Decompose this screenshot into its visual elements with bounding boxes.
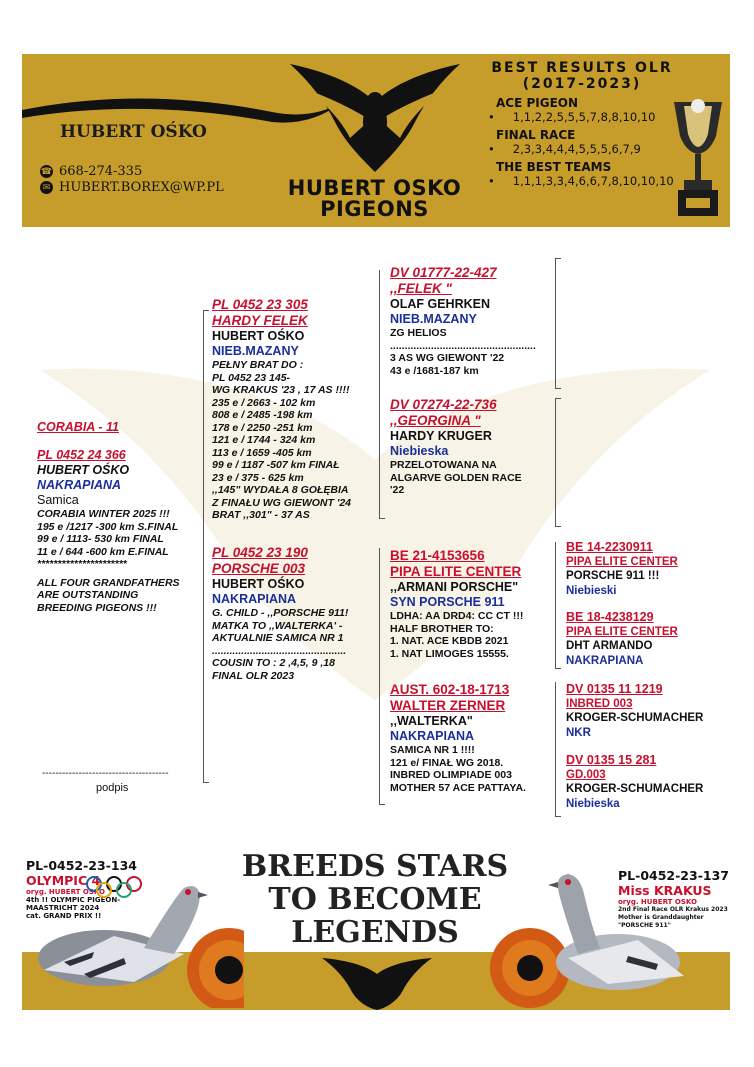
right-sub2: 2nd Final Race OLR Krakus 2023 (618, 906, 728, 913)
subject-note: 99 e / 1113- 530 km FINAL (37, 533, 164, 545)
results-cat-teams: THE BEST TEAMS (496, 160, 612, 174)
bracket-tick (555, 258, 561, 259)
dam-note: .............................................. (212, 644, 347, 657)
results-val-ace: 1,1,2,2,5,5,5,7,8,8,10,10 (512, 110, 656, 124)
right-ring: PL-0452-23-137 (618, 868, 729, 883)
ds-name: PIPA ELITE CENTER (390, 564, 522, 579)
dam-breeder: HUBERT OŚKO (212, 577, 305, 591)
sd-note: '22 (390, 484, 405, 496)
footer-wings-icon (322, 956, 432, 1010)
bracket-line-6 (555, 542, 556, 668)
gg1-ring: BE 14-2230911 (566, 540, 653, 554)
sire-pigeon (212, 297, 377, 522)
dd-note: SAMICA NR 1 !!!! (390, 744, 475, 756)
sire-sire-pigeon (390, 265, 552, 377)
dd-note: MOTHER 57 ACE PATTAYA. (390, 781, 526, 794)
subject-color: NAKRAPIANA (37, 478, 122, 492)
bracket-tick (379, 518, 385, 519)
results-val-teams: 1,1,1,3,3,4,6,6,7,8,10,10,10 (512, 174, 674, 188)
ss-note: .................................................. (390, 339, 536, 352)
ds-breeder: ,,ARMANI PORSCHE" (390, 580, 519, 594)
ss-breeder: OLAF GEHRKEN (390, 297, 490, 311)
right-sub1: oryg. HUBERT OSKO (618, 898, 697, 906)
subject-ring: PL 0452 24 366 (37, 448, 126, 462)
bracket-tick (555, 398, 561, 399)
sd-name: ,,GEORGINA " (390, 413, 481, 428)
gg4-line2: KROGER-SCHUMACHER (566, 783, 704, 795)
gg-pigeon-1 (566, 540, 736, 599)
gg4-ring: DV 0135 15 281 (566, 753, 657, 767)
sd-color: Niebieska (390, 444, 449, 458)
right-name: Miss KRAKUS (618, 883, 712, 898)
subject-note: BREEDING PIGEONS !!! (37, 601, 157, 614)
gg4-line3: Niebieska (566, 798, 620, 810)
ss-name: ,,FELEK " (390, 281, 452, 296)
results-val-final: 2,3,3,4,4,4,5,5,5,6,7,9 (512, 142, 641, 156)
dd-ring: AUST. 602-18-1713 (390, 682, 510, 697)
sire-name: HARDY FELEK (212, 313, 308, 328)
subject-note: ********************** (37, 558, 127, 570)
gg2-line3: NAKRAPIANA (566, 655, 644, 667)
subject-note: 195 e /1217 -300 km S.FINAL (37, 520, 179, 533)
gg3-line1: INBRED 003 (566, 698, 633, 710)
dd-color: NAKRAPIANA (390, 729, 475, 743)
bracket-line-5 (555, 398, 556, 526)
dam-dam-pigeon (390, 682, 552, 794)
ds-note: HALF BROTHER TO: (390, 622, 494, 635)
dd-name: WALTER ZERNER (390, 698, 506, 713)
gg1-line3: Niebieski (566, 585, 617, 597)
results-row-teams: • 1,1,1,3,3,4,6,6,7,8,10,10,10 (488, 174, 674, 188)
sire-note: Z FINAŁU WG GIEWONT '24 (212, 496, 351, 509)
results-cat-ace: ACE PIGEON (496, 96, 579, 110)
left-ring: PL-0452-23-134 (26, 858, 137, 873)
gg1-line2: PORSCHE 911 !!! (566, 570, 660, 582)
breeder-name: HUBERT OŚKO (60, 122, 207, 142)
subject-note: ARE OUTSTANDING (37, 589, 139, 601)
sd-note: PRZELOTOWANA NA (390, 459, 497, 471)
subject-breeder: HUBERT OŚKO (37, 463, 130, 477)
wings-logo-icon (290, 62, 460, 180)
ds-color: SYN PORSCHE 911 (390, 595, 505, 609)
ds-ring: BE 21-4153656 (390, 548, 485, 563)
bracket-tick (203, 782, 209, 783)
logo-line1: HUBERT OSKO (287, 176, 462, 200)
sire-note: 808 e / 2485 -198 km (212, 409, 313, 421)
sire-note: 99 e / 1187 -507 km FINAŁ (212, 459, 340, 471)
right-pigeon-image (488, 858, 698, 1008)
dam-ring: PL 0452 23 190 (212, 545, 308, 560)
ss-note: 3 AS WG GIEWONT '22 (390, 352, 505, 364)
slogan-line2: TO BECOME (268, 882, 482, 917)
trophy-icon (670, 96, 726, 224)
gg3-line2: KROGER-SCHUMACHER (566, 712, 704, 724)
sire-note: 23 e / 375 - 625 km (212, 471, 304, 484)
bracket-tick (555, 816, 561, 817)
ss-note: ZG HELIOS (390, 327, 447, 339)
bracket-tick (203, 310, 209, 311)
gg1-line1: PIPA ELITE CENTER (566, 556, 678, 568)
sire-note: 113 e / 1659 -405 km (212, 446, 312, 459)
bracket-line-4 (555, 258, 556, 388)
dam-pigeon (212, 545, 377, 682)
dam-note: AKTUALNIE SAMICA NR 1 (212, 632, 344, 644)
gg3-line3: NKR (566, 727, 591, 739)
logo-text (272, 178, 477, 220)
gg3-ring: DV 0135 11 1219 (566, 682, 663, 696)
gg-pigeon-2 (566, 610, 736, 669)
phone-icon: ☎ (40, 166, 53, 177)
best-results (482, 60, 682, 188)
right-sub3: Mother is Granddaughter "PORSCHE 911" (618, 914, 704, 929)
bracket-line-3 (379, 548, 380, 804)
dam-name: PORSCHE 003 (212, 561, 306, 576)
sire-note: PL 0452 23 145- (212, 371, 291, 384)
sire-note: ,,145" WYDAŁA 8 GOŁĘBIA (212, 484, 349, 496)
subject-pigeon (37, 420, 205, 614)
dd-note: 121 e/ FINAŁ WG 2018. (390, 756, 504, 769)
slogan-line3: LEGENDS (291, 915, 459, 950)
subject-note: CORABIA WINTER 2025 !!! (37, 508, 170, 520)
ds-note: 1. NAT. ACE KBDB 2021 (390, 635, 509, 647)
sd-breeder: HARDY KRUGER (390, 429, 492, 443)
subject-sex: Samica (37, 493, 79, 507)
ss-ring: DV 01777-22-427 (390, 265, 497, 280)
subject-note: 11 e / 644 -600 km E.FINAL (37, 545, 169, 558)
bracket-tick (555, 668, 561, 669)
sire-note: WG KRAKUS '23 , 17 AS !!!! (212, 384, 350, 396)
slogan (225, 850, 525, 949)
results-row-ace: • 1,1,2,2,5,5,5,7,8,8,10,10 (488, 110, 656, 124)
dam-color: NAKRAPIANA (212, 592, 297, 606)
signature-label: podpis (96, 782, 129, 794)
sire-note: PEŁNY BRAT DO : (212, 359, 304, 371)
signature-line: -------------------------------------- (42, 768, 169, 779)
dam-sire-pigeon (390, 548, 552, 660)
bracket-line-7 (555, 682, 556, 816)
dd-note: INBRED OLIMPIADE 003 (390, 769, 512, 781)
left-sub1: oryg. HUBERT OSKO (26, 888, 105, 896)
sire-breeder: HUBERT OŚKO (212, 329, 305, 343)
sire-dam-pigeon (390, 397, 552, 497)
left-sub2: 4th !! OLYMPIC PIGEON-MAASTRICHT 2024 (26, 896, 121, 912)
sire-note: 121 e / 1744 - 324 km (212, 434, 316, 446)
gg2-line1: PIPA ELITE CENTER (566, 626, 678, 638)
sire-note: BRAT ,,301" - 37 AS (212, 509, 310, 521)
mail-icon: ✉ (40, 181, 53, 194)
gg-pigeon-4 (566, 753, 736, 812)
left-name: OLYMPIC 4 (26, 873, 101, 888)
sd-ring: DV 07274-22-736 (390, 397, 497, 412)
sd-note: ALGARVE GOLDEN RACE (390, 471, 522, 484)
gg2-ring: BE 18-4238129 (566, 610, 654, 624)
ds-note: 1. NAT LIMOGES 15555. (390, 647, 509, 660)
phone-row (40, 164, 142, 179)
results-years: (2017-2023) (522, 76, 642, 92)
phone-number: 668-274-335 (59, 164, 143, 179)
gg4-line1: GD.003 (566, 769, 606, 781)
logo-line2: PIGEONS (320, 197, 429, 221)
dam-note: COUSIN TO : 2 ,4,5, 9 ,18 (212, 657, 335, 669)
dam-note: G. CHILD - ,,PORSCHE 911! (212, 607, 349, 619)
left-sub3: cat. GRAND PRIX !! (26, 912, 102, 920)
sire-note: 178 e / 2250 -251 km (212, 421, 313, 434)
gg2-line2: DHT ARMANDO (566, 640, 653, 652)
dam-note: FINAL OLR 2023 (212, 669, 295, 682)
ss-note: 43 e /1681-187 km (390, 364, 479, 377)
subject-title: CORABIA - 11 (37, 420, 119, 434)
sire-note: 235 e / 2663 - 102 km (212, 396, 316, 409)
bracket-tick (555, 526, 561, 527)
ss-color: NIEB.MAZANY (390, 312, 477, 326)
dd-breeder: ,,WALTERKA" (390, 714, 473, 728)
gg-pigeon-3 (566, 682, 736, 741)
bracket-tick (555, 388, 561, 389)
bracket-tick (379, 804, 385, 805)
email-address: HUBERT.BOREX@WP.PL (59, 180, 224, 195)
sire-ring: PL 0452 23 305 (212, 297, 308, 312)
results-row-final: • 2,3,3,4,4,4,5,5,5,6,7,9 (488, 142, 641, 156)
results-title: BEST RESULTS OLR (491, 60, 673, 76)
bracket-line-2 (379, 270, 380, 518)
email-row (40, 180, 224, 195)
left-pigeon-image (24, 858, 244, 1008)
sire-color: NIEB.MAZANY (212, 344, 299, 358)
ds-note: LDHA: AA DRD4: CC CT !!! (390, 610, 524, 622)
dam-note: MATKA TO ,,WALTERKA' - (212, 619, 343, 632)
subject-note: ALL FOUR GRANDFATHERS (37, 576, 180, 589)
results-cat-final: FINAL RACE (496, 128, 576, 142)
slogan-line1: BREEDS STARS (241, 849, 509, 884)
